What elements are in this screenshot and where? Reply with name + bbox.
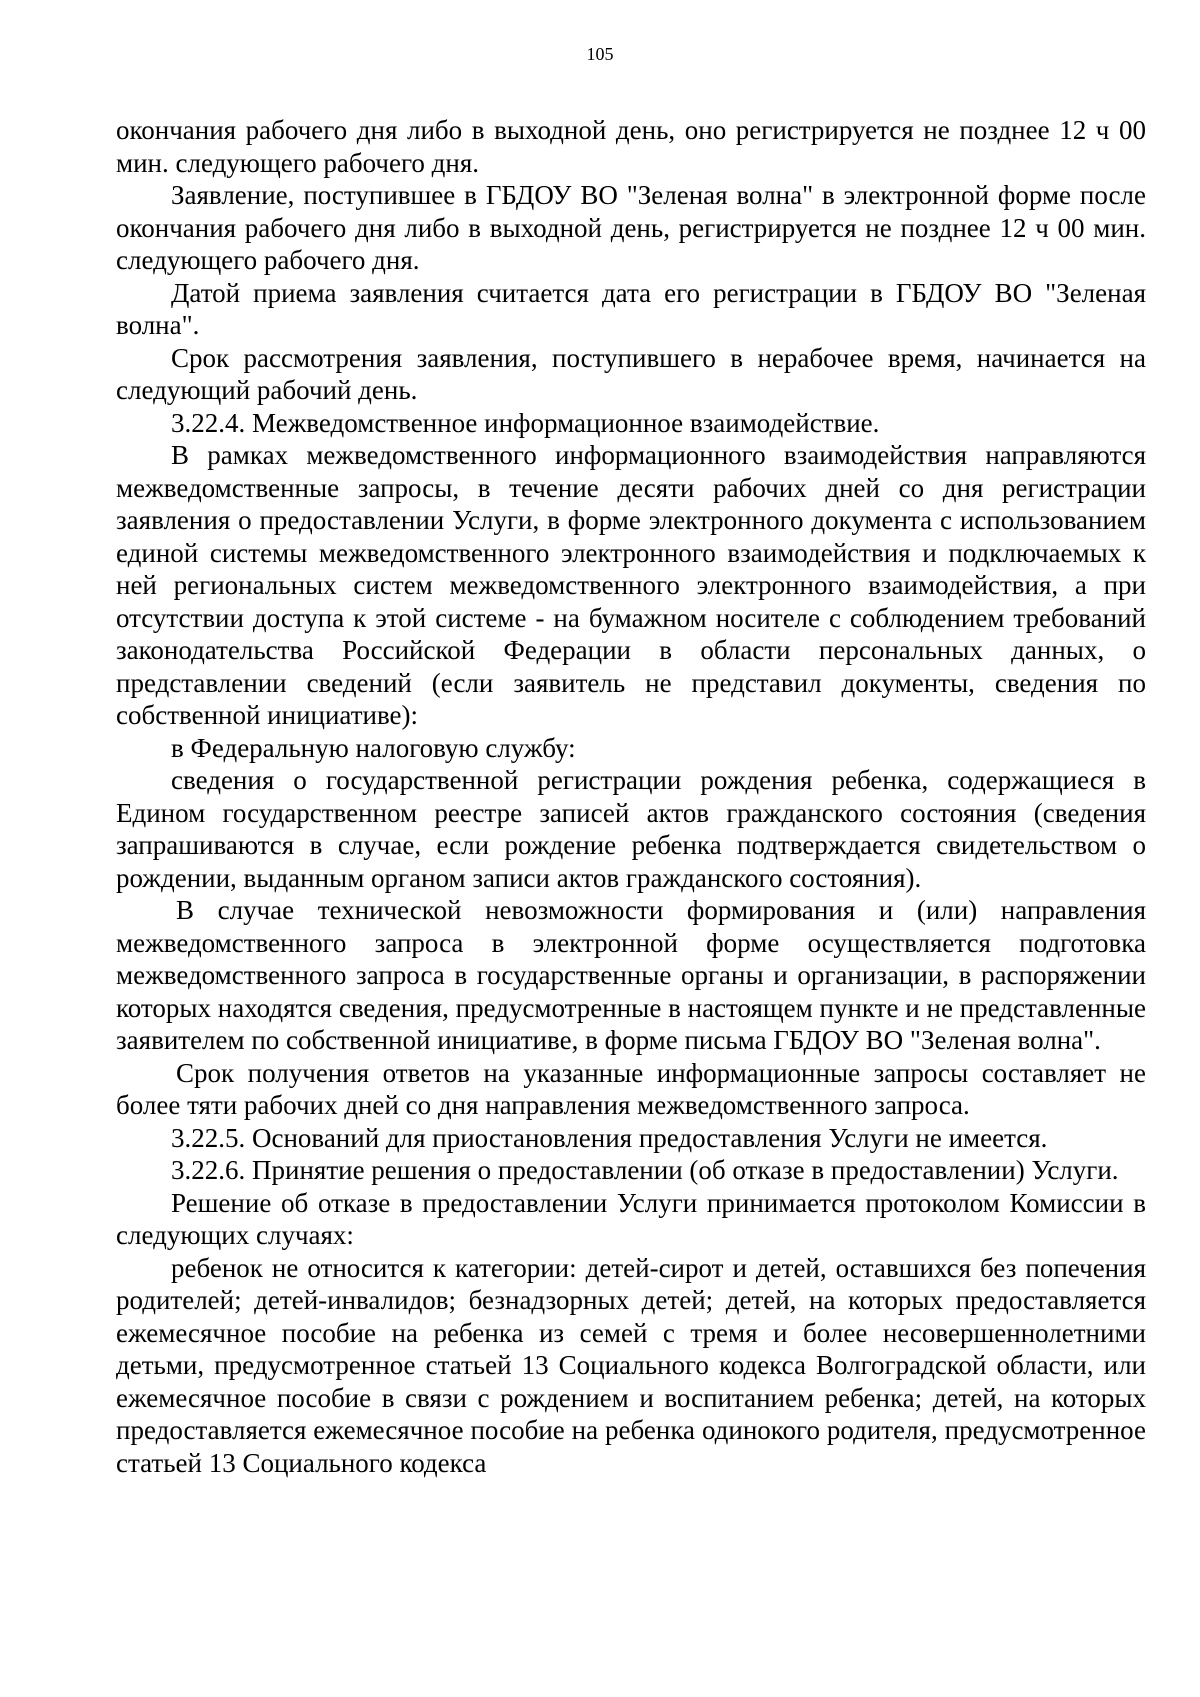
section-heading-3-22-4: 3.22.4. Межведомственное информационное взаимодействие. (171, 407, 880, 438)
paragraph-acceptance-date: Датой приема заявления считается дата его регистрации в ГБДОУ ВО "Зеленая волна". (116, 277, 1146, 340)
paragraph-tax-service: в Федеральную налоговую службу: (171, 732, 576, 763)
paragraph-birth-registration: сведения о государственной регистрации рождения ребенка, содержащиеся в Едином государственном реестре записей актов гражданского состояния (сведения запрашиваются в случае, если рождение ребенка подтверждается свидетельством о рождении, выданным органом записи актов гражданского состояния). (116, 765, 1146, 893)
document-body (116, 114, 1146, 1479)
paragraph-refusal-decision: Решение об отказе в предоставлении Услуги принимается протоколом Комиссии в следующих случаях: (116, 1187, 1146, 1250)
page-number: 105 (586, 44, 614, 64)
paragraph-review-period: Срок рассмотрения заявления, поступившего в нерабочее время, начинается на следующий рабочий день. (116, 342, 1146, 405)
paragraph-electronic-application: Заявление, поступившее в ГБДОУ ВО "Зеленая волна" в электронной форме после окончания рабочего дня либо в выходной день, регистрируется не позднее 12 ч 00 мин. следующего рабочего дня. (116, 180, 1146, 275)
section-heading-3-22-6: 3.22.6. Принятие решения о предоставлении (об отказе в предоставлении) Услуги. (171, 1155, 1119, 1185)
paragraph-response-period: Срок получения ответов на указанные информационные запросы составляет не более тяти рабочих дней со дня направления межведомственного запроса. (116, 1057, 1146, 1120)
paragraph-technical-impossibility: В случае технической невозможности формирования и (или) направления межведомственного запроса в электронной форме осуществляется подготовка межведомственного запроса в государственные органы и организации, в распоряжении которых находятся сведения, предусмотренные в настоящем пункте и не представленные заявителем по собственной инициативе, в форме письма ГБДОУ ВО "Зеленая волна". (116, 895, 1146, 1055)
paragraph-interagency-requests: В рамках межведомственного информационного взаимодействия направляются межведомственные запросы, в течение десяти рабочих дней со дня регистрации заявления о предоставлении Услуги, в форме электронного документа с использованием единой системы межведомственного электронного взаимодействия и подключаемых к ней региональных систем межведомственного электронного взаимодействия, а при отсутствии доступа к этой системе - на бумажном носителе с соблюдением требований законодательства Российской Федерации в области персональных данных, о представлении сведений (если заявитель не представил документы, сведения по собственной инициативе): (116, 440, 1146, 730)
paragraph-continuation: окончания рабочего дня либо в выходной день, оно регистрируется не позднее 12 ч 00 мин. следующего рабочего дня. (116, 115, 1146, 178)
section-heading-3-22-5: 3.22.5. Оснований для приостановления предоставления Услуги не имеется. (171, 1122, 1048, 1153)
paragraph-child-categories: ребенок не относится к категории: детей-сирот и детей, оставшихся без попечения родителей; детей-инвалидов; безнадзорных детей; детей, на которых предоставляется ежемесячное пособие на ребенка из семей с тремя и более несовершеннолетними детьми, предусмотренное статьей 13 Социального кодекса Волгоградской области, или ежемесячное пособие в связи с рождением и воспитанием ребенка; детей, на которых предоставляется ежемесячное пособие на ребенка одинокого родителя, предусмотренное статьей 13 Социального кодекса (116, 1252, 1146, 1478)
